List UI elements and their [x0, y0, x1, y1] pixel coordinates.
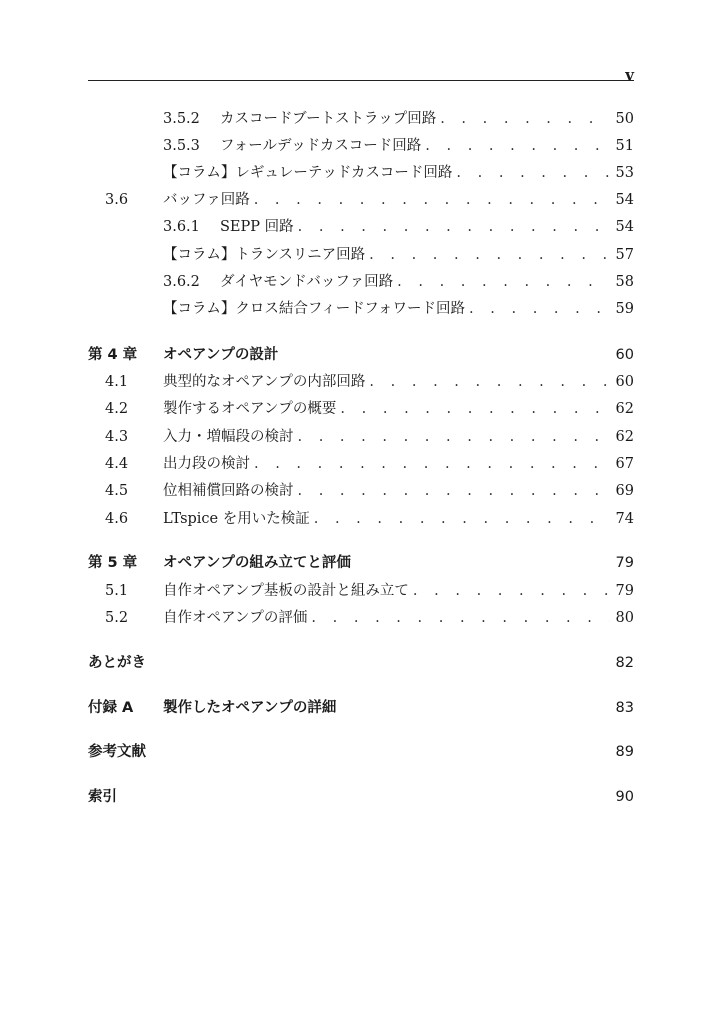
page-ref: 79	[615, 583, 634, 599]
page-ref: 80	[615, 610, 634, 626]
dot-leader	[397, 271, 610, 293]
section-title-line	[163, 607, 610, 629]
dot-leader	[369, 371, 610, 393]
section-number: 5.1	[105, 583, 129, 599]
page-ref: 83	[615, 700, 634, 716]
section-number: 3.5.3	[163, 138, 200, 154]
toc-entry-4-3[interactable]	[0, 426, 722, 448]
section-title: SEPP 回路	[220, 219, 294, 235]
section-title-line	[220, 271, 610, 293]
chapter-title: オペアンプの設計	[163, 347, 279, 363]
page-ref: 89	[615, 744, 634, 760]
toc-index[interactable]	[0, 786, 722, 808]
section-title-line	[163, 580, 610, 602]
toc-entry-column-regulated-cascode[interactable]	[0, 162, 722, 184]
page-ref: 60	[615, 347, 634, 363]
dot-leader	[469, 298, 610, 320]
page-ref: 62	[615, 401, 634, 417]
section-title: 自作オペアンプ基板の設計と組み立て	[163, 583, 409, 599]
section-number: 4.6	[105, 511, 129, 527]
section-number: 4.5	[105, 483, 129, 499]
page-ref: 90	[615, 789, 634, 805]
chapter-title: 索引	[88, 789, 117, 805]
dot-leader	[425, 135, 610, 157]
page-number: v	[625, 66, 634, 84]
section-title-line	[220, 216, 610, 238]
section-title: 自作オペアンプの評価	[163, 610, 308, 626]
dot-leader	[456, 162, 610, 184]
section-title-line	[163, 480, 610, 502]
toc-entry-3-6[interactable]	[0, 189, 722, 211]
dot-leader	[340, 398, 610, 420]
section-number: 4.2	[105, 401, 129, 417]
section-title: カスコードブートストラップ回路	[220, 111, 437, 127]
dot-leader	[311, 607, 610, 629]
chapter-number: 第 4 章	[88, 347, 138, 363]
page-ref: 53	[615, 165, 634, 181]
section-number: 3.5.2	[163, 111, 200, 127]
page-ref: 74	[615, 511, 634, 527]
toc-entry-4-1[interactable]	[0, 371, 722, 393]
page-ref: 57	[615, 247, 634, 263]
section-number: 5.2	[105, 610, 129, 626]
section-title: LTspice を用いた検証	[163, 511, 310, 527]
section-title: 製作するオペアンプの概要	[163, 401, 337, 417]
dot-leader	[298, 216, 610, 238]
dot-leader	[413, 580, 610, 602]
toc-entry-4-2[interactable]	[0, 398, 722, 420]
section-title: バッファ回路	[163, 192, 250, 208]
dot-leader	[440, 108, 610, 130]
section-title-line	[163, 398, 610, 420]
section-number: 4.3	[105, 429, 129, 445]
toc-references[interactable]	[0, 741, 722, 763]
toc-entry-3-5-2[interactable]	[0, 108, 722, 130]
section-title-line	[220, 108, 610, 130]
chapter-number: 第 5 章	[88, 555, 138, 571]
toc-entry-column-cross-coupled-feedforward[interactable]	[0, 298, 722, 320]
toc-entry-4-6[interactable]	[0, 508, 722, 530]
page-ref: 62	[615, 429, 634, 445]
page-ref: 60	[615, 374, 634, 390]
toc-entry-4-5[interactable]	[0, 480, 722, 502]
toc-entry-5-2[interactable]	[0, 607, 722, 629]
header-rule	[88, 80, 634, 81]
column-title: 【コラム】クロス結合フィードフォワード回路	[163, 301, 466, 317]
toc-entry-3-5-3[interactable]	[0, 135, 722, 157]
dot-leader	[254, 453, 610, 475]
dot-leader	[298, 480, 611, 502]
dot-leader	[298, 426, 611, 448]
toc-chapter-4[interactable]	[0, 344, 722, 366]
section-title-line	[163, 371, 610, 393]
chapter-number: 付録 A	[88, 700, 134, 716]
column-title-line	[163, 298, 610, 320]
toc-entry-3-6-2[interactable]	[0, 271, 722, 293]
page-ref: 79	[615, 555, 634, 571]
column-title-line	[163, 162, 610, 184]
toc-afterword[interactable]	[0, 652, 722, 674]
page-ref: 54	[615, 219, 634, 235]
column-title: 【コラム】レギュレーテッドカスコード回路	[163, 165, 453, 181]
chapter-title: 参考文献	[88, 744, 146, 760]
page-ref: 82	[615, 655, 634, 671]
page-ref: 51	[615, 138, 634, 154]
section-number: 3.6.2	[163, 274, 200, 290]
chapter-title: あとがき	[88, 655, 146, 671]
toc-entry-5-1[interactable]	[0, 580, 722, 602]
page-ref: 69	[615, 483, 634, 499]
section-title-line	[220, 135, 610, 157]
section-number: 3.6.1	[163, 219, 200, 235]
section-title: 典型的なオペアンプの内部回路	[163, 374, 366, 390]
section-title-line	[163, 189, 610, 211]
section-title-line	[163, 426, 610, 448]
page-ref: 59	[615, 301, 634, 317]
section-number: 4.1	[105, 374, 129, 390]
section-title: フォールデッドカスコード回路	[220, 138, 422, 154]
section-title: 位相補償回路の検討	[163, 483, 294, 499]
dot-leader	[314, 508, 610, 530]
section-number: 4.4	[105, 456, 129, 472]
column-title: 【コラム】トランスリニア回路	[163, 247, 366, 263]
section-number: 3.6	[105, 192, 129, 208]
section-title-line	[163, 453, 610, 475]
chapter-title: 製作したオペアンプの詳細	[163, 700, 337, 716]
section-title-line	[163, 508, 610, 530]
column-title-line	[163, 244, 610, 266]
page-ref: 50	[615, 111, 634, 127]
dot-leader	[254, 189, 610, 211]
toc-appendix-a[interactable]	[0, 697, 722, 719]
section-title: 入力・増幅段の検討	[163, 429, 294, 445]
toc-chapter-5[interactable]	[0, 552, 722, 574]
toc-entry-4-4[interactable]	[0, 453, 722, 475]
toc-entry-column-translinear[interactable]	[0, 244, 722, 266]
dot-leader	[369, 244, 610, 266]
page-ref: 67	[615, 456, 634, 472]
page-ref: 54	[615, 192, 634, 208]
page-ref: 58	[615, 274, 634, 290]
section-title: ダイヤモンドバッファ回路	[220, 274, 394, 290]
chapter-title: オペアンプの組み立てと評価	[163, 555, 351, 571]
section-title: 出力段の検討	[163, 456, 250, 472]
toc-entry-3-6-1[interactable]	[0, 216, 722, 238]
